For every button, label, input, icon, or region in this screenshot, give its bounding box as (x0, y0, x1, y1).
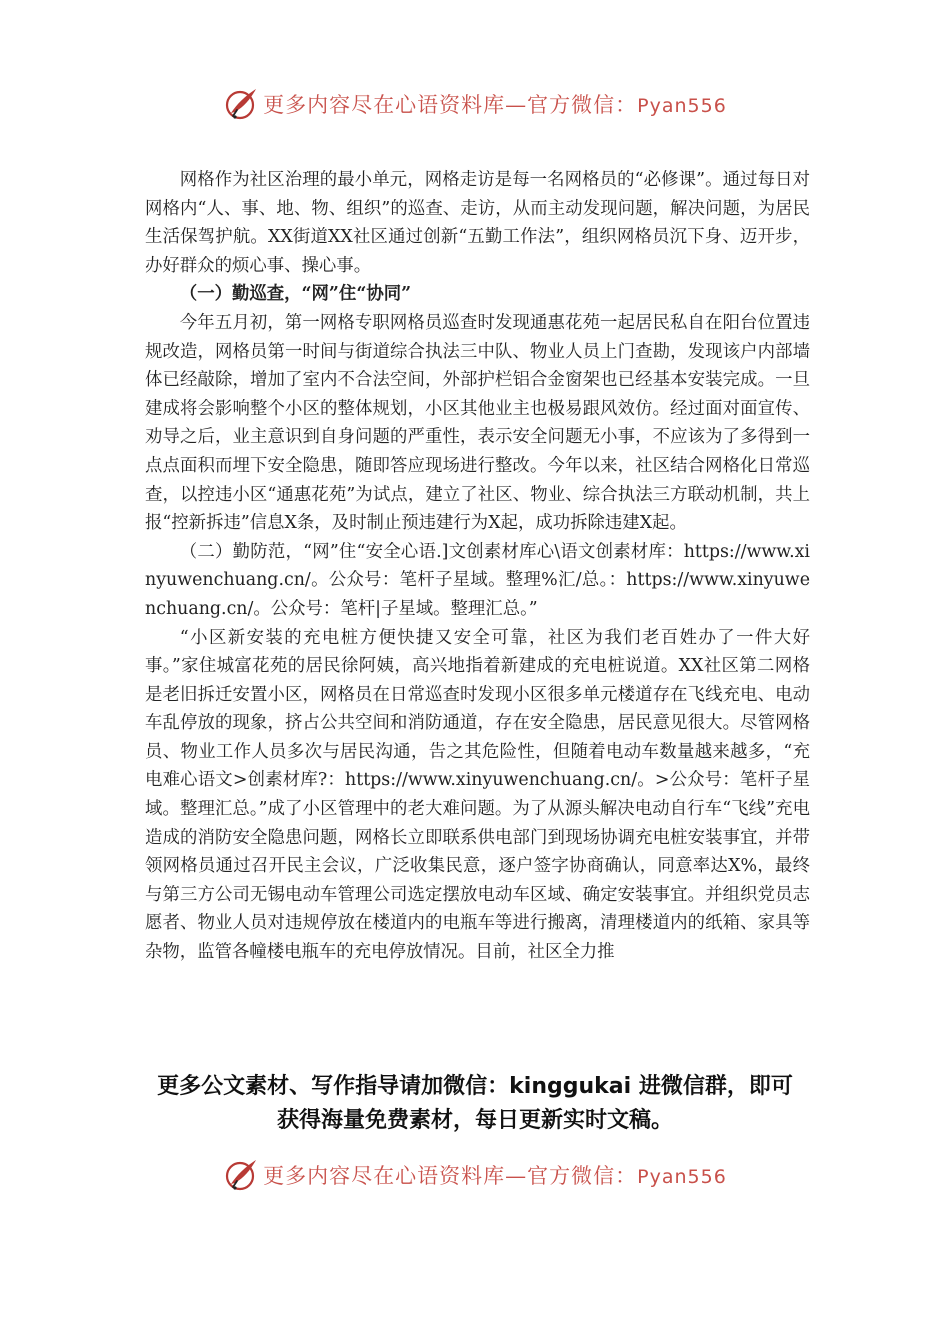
footer-promo-note (100, 1070, 850, 1138)
section1-heading: （一）勤巡查，“网”住“协同” (179, 284, 412, 305)
header-banner-text: 更多内容尽在心语资料库—官方微信：Pyan556 (263, 93, 727, 117)
footer-wechat-id: Pyan556 (637, 1166, 727, 1188)
footer-promo-line1: 更多公文素材、写作指导请加微信：kinggukai 进微信群，即可 (157, 1074, 793, 1099)
intro-paragraph: 网格作为社区治理的最小单元，网格走访是每一名网格员的“必修课”。通过每日对网格内“人、事、地、物、组织”的巡查、走访，从而主动发现问题，解决问题，为居民生活保驾护航。XX街道XX社区通过创新“五勤工作法”，组织网格员沉下身、迈开步，办好群众的烦心事、操心事。 (145, 170, 810, 276)
article-body (145, 166, 810, 967)
section2-paragraph: “小区新安装的充电桩方便快捷又安全可靠，社区为我们老百姓办了一件大好事。”家住城富花苑的居民徐阿姨，高兴地指着新建成的充电桩说道。XX社区第二网格是老旧拆迁安置小区，网格员在日常巡查时发现小区很多单元楼道存在飞线充电、电动车乱停放的现象，挤占公共空间和消防通道，存在安全隐患，居民意见很大。尽管网格员、物业工作人员多次与居民沟通，告之其危险性，但随着电动车数量越来越多，“充电难心语文>创素材库?：https://www.xinyuwenchuang.cn/。>公众号：笔杆子星域。整理汇总。”成了小区管理中的老大难问题。为了从源头解决电动自行车“飞线”充电造成的消防安全隐患问题，网格长立即联系供电部门到现场协调充电桩安装事宜，并带领网格员通过召开民主会议，广泛收集民意，逐户签字协商确认，同意率达X%，最终与第三方公司无锡电动车管理公司选定摆放电动车区域、确定安装事宜。并组织党员志愿者、物业人员对违规停放在楼道内的电瓶车等进行搬离，清理楼道内的纸箱、家具等杂物，监管各幢楼电瓶车的充电停放情况。目前，社区全力推 (145, 627, 810, 963)
quill-logo-icon (223, 1157, 259, 1193)
section1-paragraph: 今年五月初，第一网格专职网格员巡查时发现通惠花苑一起居民私自在阳台位置违规改造，网格员第一时间与街道综合执法三中队、物业人员上门查勘，发现该户内部墙体已经敲除，增加了室内不合法空间，外部护栏铝合金窗架也已经基本安装完成。一旦建成将会影响整个小区的整体规划，小区其他业主也极易跟风效仿。经过面对面宣传、劝导之后，业主意识到自身问题的严重性，表示安全问题无小事，不应该为了多得到一点点面积而埋下安全隐患，随即答应现场进行整改。今年以来，社区结合网格化日常巡查，以控违小区“通惠花苑”为试点，建立了社区、物业、综合执法三方联动机制，共上报“控新拆违”信息X条，及时制止预违建行为X起，成功拆除违建X起。 (145, 312, 810, 534)
header-banner (0, 82, 950, 126)
section2-heading: （二）勤防范，“网”住“安全心语.]文创素材库心\语文创素材库：https://www.xinyuwenchuang.cn/。公众号：笔杆子星域。整理%汇/总。：https://www.xinyuwenchuang.cn/。公众号：笔杆|子星域。整理汇总。” (145, 541, 810, 619)
footer-promo-line2: 获得海量免费素材，每日更新实时文稿。 (276, 1108, 673, 1133)
footer-banner (0, 1153, 950, 1197)
footer-banner-text: 更多内容尽在心语资料库—官方微信：Pyan556 (263, 1164, 727, 1188)
header-wechat-id: Pyan556 (637, 95, 727, 117)
quill-logo-icon (223, 86, 259, 122)
